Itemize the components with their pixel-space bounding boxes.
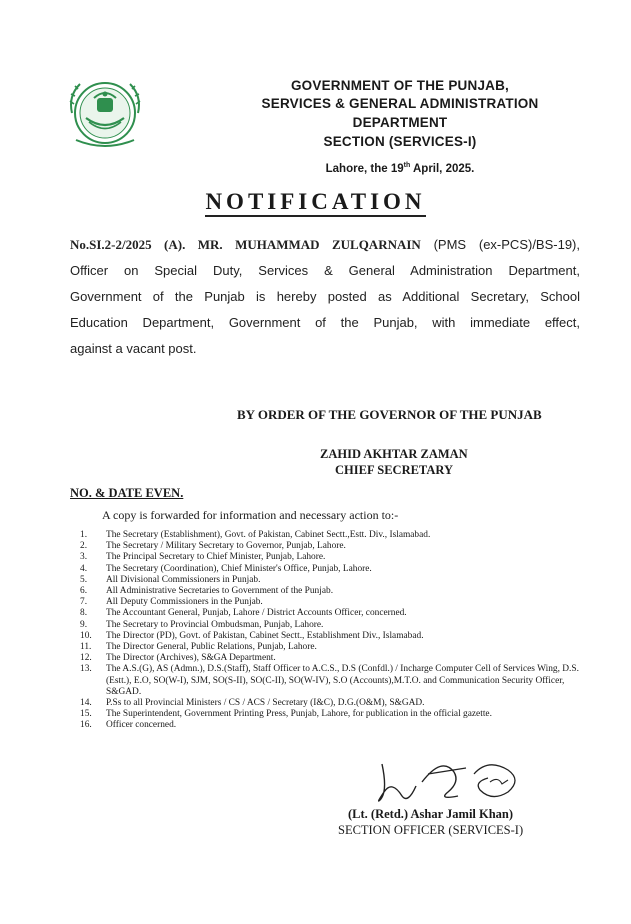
header-department: SERVICES & GENERAL ADMINISTRATION	[261, 96, 539, 111]
section-officer-name: (Lt. (Retd.) Ashar Jamil Khan)	[348, 807, 514, 821]
recipient-item	[80, 631, 580, 642]
recipient-number: 13.	[80, 664, 92, 675]
recipient-number: 14.	[80, 698, 92, 709]
recipient-number: 8.	[80, 608, 88, 619]
recipient-item	[80, 620, 580, 631]
recipient-item	[80, 552, 580, 563]
recipient-number: 10.	[80, 630, 92, 641]
recipient-number: 1.	[80, 530, 88, 540]
recipient-text: The Secretary / Military Secretary to Governor, Punjab, Lahore.	[106, 541, 346, 552]
body-line-3: Government of the Punjab is hereby posted as Additional Secretary, School	[70, 289, 580, 304]
recipient-text: The Director (PD), Govt. of Pakistan, Cabinet Sectt., Establishment Div., Islamabad.	[106, 630, 424, 641]
signatory-name: ZAHID AKHTAR ZAMAN	[320, 447, 468, 461]
recipient-text: The Director (Archives), S&GA Department.	[106, 653, 276, 664]
recipient-text: P.Ss to all Provincial Ministers / CS / ACS / Secretary (I&C), D.G.(O&M), S&GAD.	[106, 698, 425, 709]
recipient-number: 3.	[80, 552, 88, 563]
body-line-5: against a vacant post.	[70, 341, 197, 356]
recipient-item	[80, 653, 580, 664]
recipient-text: All Divisional Commissioners in Punjab.	[106, 574, 261, 585]
punjab-emblem-icon	[66, 74, 144, 152]
recipient-item	[80, 564, 580, 575]
recipient-item	[80, 608, 580, 619]
date-prefix: Lahore, the 19	[325, 162, 404, 175]
reference-number: No.SI.2-2/2025 (A). MR. MUHAMMAD ZULQARNAIN	[70, 237, 421, 252]
body-line-1	[70, 232, 580, 258]
body-line-1-rest: (PMS (ex-PCS)/BS-19),	[420, 237, 581, 252]
section-officer-designation: SECTION OFFICER (SERVICES-I)	[338, 823, 524, 837]
recipient-text: The Secretary (Establishment), Govt. of Pakistan, Cabinet Sectt.,Estt. Div., Islamabad.	[106, 530, 431, 540]
recipient-text: All Administrative Secretaries to Government of the Punjab.	[106, 586, 334, 597]
issue-date	[200, 162, 600, 175]
recipient-text: The Principal Secretary to Chief Minister, Punjab, Lahore.	[106, 552, 326, 563]
recipient-number: 5.	[80, 574, 88, 585]
recipient-text: Officer concerned.	[106, 720, 177, 731]
body-line-4: Education Department, Government of the Punjab, with immediate effect,	[70, 315, 580, 330]
recipient-number: 9.	[80, 619, 88, 630]
recipient-item	[80, 664, 580, 698]
recipient-text: The Superintendent, Government Printing Press, Punjab, Lahore, for publication in the official gazette.	[106, 709, 492, 720]
signatory-designation: CHIEF SECRETARY	[335, 463, 453, 477]
recipient-number: 11.	[80, 642, 92, 653]
recipient-text: The Director General, Public Relations, Punjab, Lahore.	[106, 642, 317, 653]
chief-secretary-signatory	[320, 446, 468, 478]
recipient-number: 12.	[80, 653, 92, 664]
notification-title: NOTIFICATION	[0, 189, 631, 215]
recipient-number: 6.	[80, 586, 88, 597]
recipient-text: All Deputy Commissioners in the Punjab.	[106, 597, 263, 608]
header-government: GOVERNMENT OF THE PUNJAB,	[290, 78, 509, 93]
date-sup: th	[403, 162, 411, 169]
recipient-item	[80, 709, 580, 720]
notification-body	[70, 232, 580, 362]
by-order-line: BY ORDER OF THE GOVERNOR OF THE PUNJAB	[237, 407, 542, 422]
recipient-item	[80, 720, 580, 731]
recipient-text: The A.S.(G), AS (Admn.), D.S.(Staff), Staff Officer to A.C.S., D.S (Confdl.) / Incharge Computer Cell of Services Wing, D.S.(Estt.), E.O, SO(W-I), SJM, SO(S-II), SO(C-II), SO(W-IV), S.O (Accounts),M.T.O. and Communication Security Officer, S&GAD.	[106, 664, 579, 697]
no-date-even: NO. & DATE EVEN.	[70, 486, 184, 500]
body-line-2: Officer on Special Duty, Services & General Administration Department,	[70, 263, 580, 278]
recipient-number: 15.	[80, 709, 92, 720]
recipient-number: 4.	[80, 563, 88, 574]
recipient-text: The Accountant General, Punjab, Lahore / District Accounts Officer, concerned.	[106, 608, 407, 619]
recipient-list	[80, 530, 580, 732]
copy-forwarded-intro: A copy is forwarded for information and necessary action to:-	[102, 508, 399, 522]
recipient-item	[80, 642, 580, 653]
recipient-number: 7.	[80, 597, 88, 608]
signature-icon	[362, 752, 532, 812]
header-section: SECTION (SERVICES-I)	[323, 134, 477, 149]
recipient-item	[80, 698, 580, 709]
recipient-item	[80, 586, 580, 597]
recipient-item	[80, 597, 580, 608]
recipient-item	[80, 575, 580, 586]
recipient-number: 16.	[80, 720, 92, 731]
recipient-text: The Secretary (Coordination), Chief Minister's Office, Punjab, Lahore.	[106, 563, 372, 574]
date-suffix: April, 2025.	[410, 162, 475, 175]
recipient-item	[80, 541, 580, 552]
header-department-word: DEPARTMENT	[352, 115, 448, 130]
recipient-item	[80, 530, 580, 541]
recipient-text: The Secretary to Provincial Ombudsman, Punjab, Lahore.	[106, 619, 324, 630]
recipient-number: 2.	[80, 541, 88, 552]
